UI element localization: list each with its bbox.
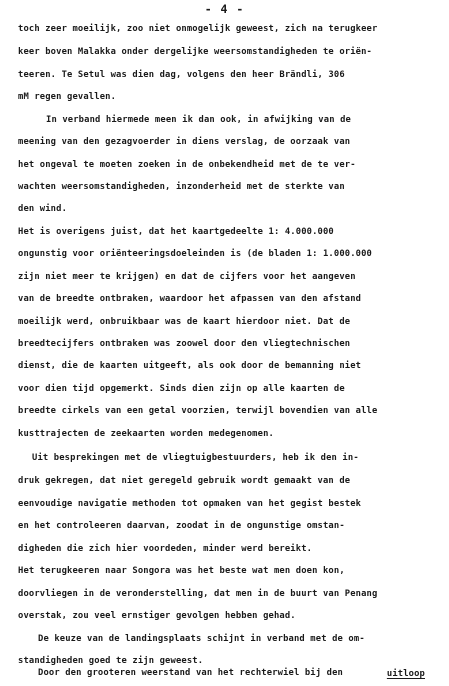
text-line: Door den grooteren weerstand van het rechterwiel bij den: [38, 668, 343, 678]
text-line: Het terugkeeren naar Songora was het beste wat men doen kon,: [18, 566, 345, 576]
text-line: Uit besprekingen met de vliegtuigbestuurders, heb ik den in-: [32, 453, 359, 463]
text-line: doorvliegen in de veronderstelling, dat men in de buurt van Penang: [18, 589, 378, 599]
text-line: meening van den gezagvoerder in diens verslag, de oorzaak van: [18, 137, 351, 147]
text-line: toch zeer moeilijk, zoo niet onmogelijk geweest, zich na terugkeer: [18, 24, 378, 34]
text-line: breedte cirkels van een getal voorzien, terwijl bovendien van alle: [18, 406, 378, 416]
text-line: breedtecijfers ontbraken was zoowel door den vliegtechnischen: [18, 339, 351, 349]
text-line: van de breedte ontbraken, waardoor het afpassen van den afstand: [18, 294, 362, 304]
text-line: zijn niet meer te krijgen) en dat de cijfers voor het aangeven: [18, 272, 356, 282]
text-line: Het is overigens juist, dat het kaartgedeelte 1: 4.000.000: [18, 227, 334, 237]
text-line: druk gekregen, dat niet geregeld gebruik wordt gemaakt van de: [18, 476, 351, 486]
catchword: uitloop: [386, 669, 425, 679]
text-line: overstak, zou veel ernstiger gevolgen hebben gehad.: [18, 611, 296, 621]
text-line: wachten weersomstandigheden, inzonderheid met de sterkte van: [18, 182, 345, 192]
text-line: kusttrajecten de zeekaarten worden medegenomen.: [18, 429, 274, 439]
text-line: teeren. Te Setul was dien dag, volgens den heer Brändli, 306: [18, 70, 345, 80]
text-line: mM regen gevallen.: [18, 92, 117, 102]
text-line: In verband hiermede meen ik dan ook, in afwijking van de: [46, 115, 351, 125]
text-line: digheden die zich hier voordeden, minder werd bereikt.: [18, 544, 313, 554]
text-line: dienst, die de kaarten uitgeeft, als ook door de bemanning niet: [18, 361, 362, 371]
text-line: standigheden goed te zijn geweest.: [18, 656, 204, 666]
text-line: De keuze van de landingsplaats schijnt in verband met de om-: [38, 634, 365, 644]
page-number: - 4 -: [204, 2, 245, 16]
text-line: moeilijk werd, onbruikbaar was de kaart hierdoor niet. Dat de: [18, 317, 351, 327]
text-line: voor dien tijd opgemerkt. Sinds dien zijn op alle kaarten de: [18, 384, 345, 394]
text-line: keer boven Malakka onder dergelijke weersomstandigheden te oriën-: [18, 47, 373, 57]
text-line: en het controleeren daarvan, zoodat in de ongunstige omstan-: [18, 521, 345, 531]
text-line: eenvoudige navigatie methoden tot opmaken van het gegist bestek: [18, 499, 362, 509]
text-line: het ongeval te moeten zoeken in de onbekendheid met de te ver-: [18, 160, 356, 170]
text-line: ongunstig voor oriënteeringsdoeleinden is (de bladen 1: 1.000.000: [18, 249, 373, 259]
text-line: den wind.: [18, 204, 68, 214]
